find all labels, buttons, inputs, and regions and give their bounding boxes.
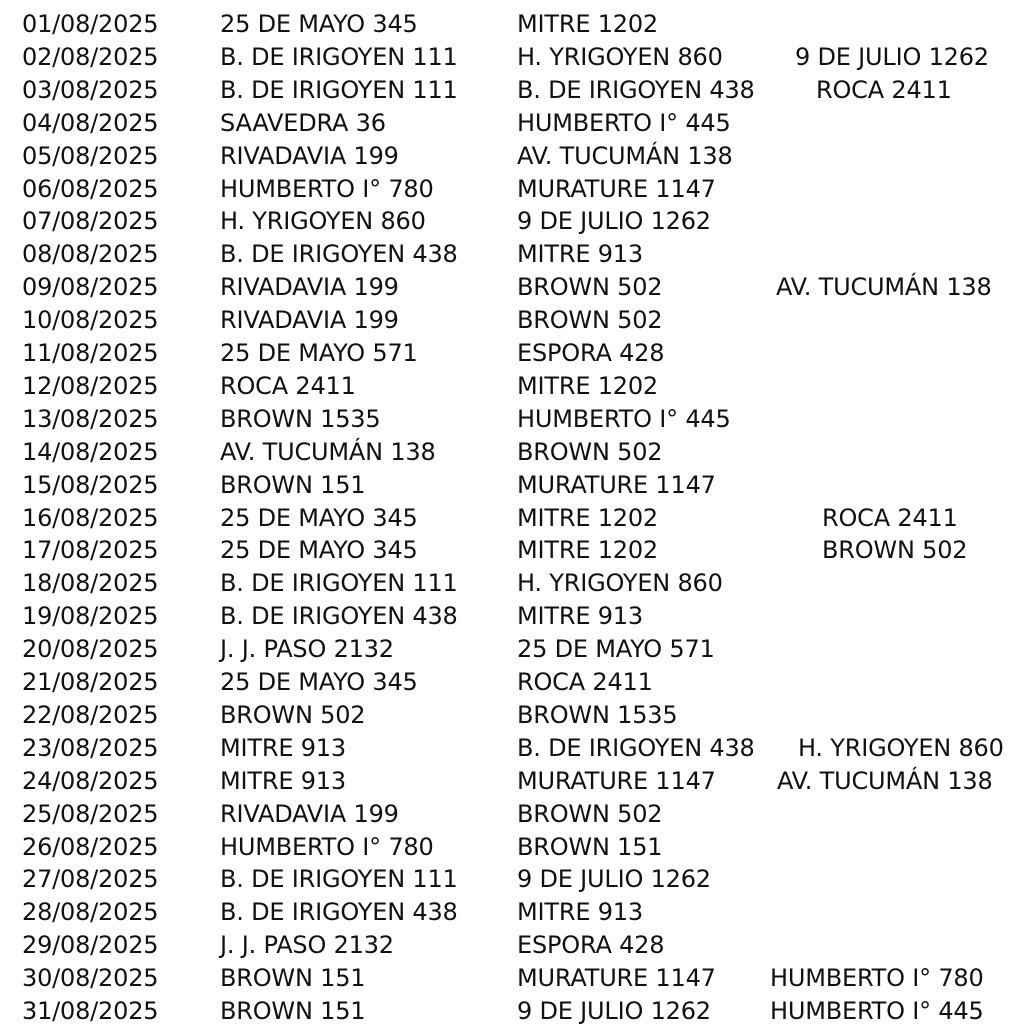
pharmacy-address-cell: AV. TUCUMÁN 138 bbox=[777, 766, 993, 795]
date-cell: 26/08/2025 bbox=[22, 832, 159, 861]
pharmacy-address-cell: 25 DE MAYO 345 bbox=[220, 10, 418, 38]
schedule-row bbox=[0, 140, 1024, 173]
date-cell: 21/08/2025 bbox=[22, 668, 159, 696]
schedule-row bbox=[0, 765, 1024, 798]
date-cell: 10/08/2025 bbox=[22, 306, 159, 335]
pharmacy-address-cell: 25 DE MAYO 345 bbox=[220, 536, 418, 565]
pharmacy-address-cell: B. DE IRIGOYEN 111 bbox=[220, 865, 458, 894]
date-cell: 17/08/2025 bbox=[22, 536, 159, 565]
schedule-row bbox=[0, 403, 1024, 436]
pharmacy-address-cell: ESPORA 428 bbox=[517, 931, 665, 960]
pharmacy-address-cell: AV. TUCUMÁN 138 bbox=[517, 141, 733, 170]
date-cell: 29/08/2025 bbox=[22, 931, 159, 960]
date-cell: 14/08/2025 bbox=[22, 437, 159, 466]
pharmacy-address-cell: MITRE 1202 bbox=[517, 10, 658, 38]
schedule-row bbox=[0, 238, 1024, 271]
pharmacy-address-cell: B. DE IRIGOYEN 438 bbox=[220, 602, 458, 631]
pharmacy-address-cell: MURATURE 1147 bbox=[517, 964, 716, 993]
schedule-row bbox=[0, 567, 1024, 600]
pharmacy-address-cell: H. YRIGOYEN 860 bbox=[220, 207, 426, 236]
schedule-row bbox=[0, 534, 1024, 567]
pharmacy-address-cell: AV. TUCUMÁN 138 bbox=[220, 437, 436, 466]
pharmacy-address-cell: BROWN 1535 bbox=[517, 700, 678, 729]
pharmacy-address-cell: 9 DE JULIO 1262 bbox=[517, 997, 711, 1025]
pharmacy-address-cell: B. DE IRIGOYEN 111 bbox=[220, 569, 458, 598]
schedule-row bbox=[0, 436, 1024, 469]
date-cell: 11/08/2025 bbox=[22, 339, 159, 367]
pharmacy-address-cell: MITRE 913 bbox=[220, 733, 346, 762]
pharmacy-address-cell: 9 DE JULIO 1262 bbox=[795, 42, 989, 71]
schedule-row bbox=[0, 666, 1024, 699]
date-cell: 12/08/2025 bbox=[22, 371, 159, 400]
date-cell: 03/08/2025 bbox=[22, 75, 159, 104]
schedule-row bbox=[0, 337, 1024, 370]
pharmacy-address-cell: H. YRIGOYEN 860 bbox=[517, 569, 723, 598]
schedule-row bbox=[0, 633, 1024, 666]
date-cell: 15/08/2025 bbox=[22, 470, 159, 499]
schedule-row bbox=[0, 929, 1024, 962]
pharmacy-address-cell: MURATURE 1147 bbox=[517, 174, 716, 203]
date-cell: 23/08/2025 bbox=[22, 733, 159, 762]
date-cell: 16/08/2025 bbox=[22, 503, 159, 532]
pharmacy-address-cell: 9 DE JULIO 1262 bbox=[517, 207, 711, 236]
pharmacy-address-cell: BROWN 502 bbox=[517, 799, 663, 828]
date-cell: 20/08/2025 bbox=[22, 635, 159, 664]
pharmacy-address-cell: BROWN 502 bbox=[517, 306, 663, 335]
date-cell: 04/08/2025 bbox=[22, 108, 159, 137]
schedule-row bbox=[0, 74, 1024, 107]
pharmacy-address-cell: 25 DE MAYO 345 bbox=[220, 668, 418, 696]
pharmacy-address-cell: HUMBERTO I° 445 bbox=[770, 997, 984, 1025]
schedule-row bbox=[0, 699, 1024, 732]
pharmacy-address-cell: BROWN 151 bbox=[517, 832, 663, 861]
schedule-row bbox=[0, 863, 1024, 896]
date-cell: 18/08/2025 bbox=[22, 569, 159, 598]
schedule-row bbox=[0, 600, 1024, 633]
pharmacy-address-cell: B. DE IRIGOYEN 438 bbox=[517, 75, 755, 104]
pharmacy-address-cell: BROWN 1535 bbox=[220, 404, 381, 433]
pharmacy-address-cell: ROCA 2411 bbox=[517, 668, 653, 696]
pharmacy-address-cell: BROWN 502 bbox=[517, 437, 663, 466]
schedule-row bbox=[0, 469, 1024, 502]
schedule-row bbox=[0, 798, 1024, 831]
pharmacy-address-cell: MITRE 913 bbox=[220, 766, 346, 795]
date-cell: 01/08/2025 bbox=[22, 10, 159, 38]
pharmacy-address-cell: ROCA 2411 bbox=[816, 75, 952, 104]
pharmacy-address-cell: HUMBERTO I° 780 bbox=[220, 174, 434, 203]
pharmacy-address-cell: J. J. PASO 2132 bbox=[220, 931, 394, 960]
schedule-row bbox=[0, 107, 1024, 140]
pharmacy-address-cell: BROWN 151 bbox=[220, 470, 366, 499]
date-cell: 08/08/2025 bbox=[22, 240, 159, 269]
date-cell: 30/08/2025 bbox=[22, 964, 159, 993]
date-cell: 27/08/2025 bbox=[22, 865, 159, 894]
pharmacy-address-cell: BROWN 151 bbox=[220, 997, 366, 1025]
pharmacy-address-cell: BROWN 502 bbox=[822, 536, 968, 565]
pharmacy-address-cell: B. DE IRIGOYEN 111 bbox=[220, 42, 458, 71]
pharmacy-address-cell: B. DE IRIGOYEN 438 bbox=[517, 733, 755, 762]
pharmacy-address-cell: MURATURE 1147 bbox=[517, 470, 716, 499]
pharmacy-address-cell: 25 DE MAYO 345 bbox=[220, 503, 418, 532]
pharmacy-address-cell: BROWN 502 bbox=[517, 273, 663, 302]
pharmacy-address-cell: MITRE 1202 bbox=[517, 371, 658, 400]
pharmacy-address-cell: RIVADAVIA 199 bbox=[220, 141, 399, 170]
date-cell: 24/08/2025 bbox=[22, 766, 159, 795]
pharmacy-address-cell: J. J. PASO 2132 bbox=[220, 635, 394, 664]
pharmacy-address-cell: BROWN 151 bbox=[220, 964, 366, 993]
schedule-row bbox=[0, 8, 1024, 41]
date-cell: 02/08/2025 bbox=[22, 42, 159, 71]
date-cell: 25/08/2025 bbox=[22, 799, 159, 828]
pharmacy-address-cell: 9 DE JULIO 1262 bbox=[517, 865, 711, 894]
schedule-row bbox=[0, 962, 1024, 995]
pharmacy-address-cell: MURATURE 1147 bbox=[517, 766, 716, 795]
pharmacy-address-cell: BROWN 502 bbox=[220, 700, 366, 729]
pharmacy-address-cell: B. DE IRIGOYEN 111 bbox=[220, 75, 458, 104]
pharmacy-address-cell: MITRE 913 bbox=[517, 240, 643, 269]
pharmacy-address-cell: RIVADAVIA 199 bbox=[220, 306, 399, 335]
schedule-row bbox=[0, 41, 1024, 74]
pharmacy-address-cell: B. DE IRIGOYEN 438 bbox=[220, 898, 458, 927]
pharmacy-address-cell: H. YRIGOYEN 860 bbox=[517, 42, 723, 71]
pharmacy-address-cell: HUMBERTO I° 780 bbox=[220, 832, 434, 861]
schedule-row bbox=[0, 205, 1024, 238]
pharmacy-address-cell: RIVADAVIA 199 bbox=[220, 273, 399, 302]
schedule-row bbox=[0, 502, 1024, 535]
date-cell: 22/08/2025 bbox=[22, 700, 159, 729]
date-cell: 07/08/2025 bbox=[22, 207, 159, 236]
pharmacy-address-cell: HUMBERTO I° 780 bbox=[770, 964, 984, 993]
pharmacy-address-cell: HUMBERTO I° 445 bbox=[517, 404, 731, 433]
pharmacy-address-cell: 25 DE MAYO 571 bbox=[220, 339, 418, 367]
schedule-row bbox=[0, 896, 1024, 929]
pharmacy-address-cell: ESPORA 428 bbox=[517, 339, 665, 367]
pharmacy-address-cell: HUMBERTO I° 445 bbox=[517, 108, 731, 137]
date-cell: 06/08/2025 bbox=[22, 174, 159, 203]
pharmacy-address-cell: AV. TUCUMÁN 138 bbox=[776, 273, 992, 302]
pharmacy-address-cell: MITRE 1202 bbox=[517, 503, 658, 532]
date-cell: 13/08/2025 bbox=[22, 404, 159, 433]
schedule-row bbox=[0, 831, 1024, 864]
date-cell: 19/08/2025 bbox=[22, 602, 159, 631]
schedule-row bbox=[0, 173, 1024, 206]
date-cell: 28/08/2025 bbox=[22, 898, 159, 927]
pharmacy-address-cell: MITRE 913 bbox=[517, 898, 643, 927]
date-cell: 31/08/2025 bbox=[22, 997, 159, 1025]
pharmacy-address-cell: ROCA 2411 bbox=[220, 371, 356, 400]
date-cell: 09/08/2025 bbox=[22, 273, 159, 302]
schedule-row bbox=[0, 732, 1024, 765]
pharmacy-address-cell: 25 DE MAYO 571 bbox=[517, 635, 715, 664]
pharmacy-address-cell: MITRE 1202 bbox=[517, 536, 658, 565]
pharmacy-address-cell: H. YRIGOYEN 860 bbox=[798, 733, 1004, 762]
date-cell: 05/08/2025 bbox=[22, 141, 159, 170]
pharmacy-address-cell: SAAVEDRA 36 bbox=[220, 108, 386, 137]
pharmacy-address-cell: MITRE 913 bbox=[517, 602, 643, 631]
schedule-row bbox=[0, 271, 1024, 304]
schedule-row bbox=[0, 370, 1024, 403]
schedule-row bbox=[0, 304, 1024, 337]
pharmacy-address-cell: B. DE IRIGOYEN 438 bbox=[220, 240, 458, 269]
pharmacy-address-cell: RIVADAVIA 199 bbox=[220, 799, 399, 828]
pharmacy-address-cell: ROCA 2411 bbox=[822, 503, 958, 532]
schedule-row bbox=[0, 995, 1024, 1028]
